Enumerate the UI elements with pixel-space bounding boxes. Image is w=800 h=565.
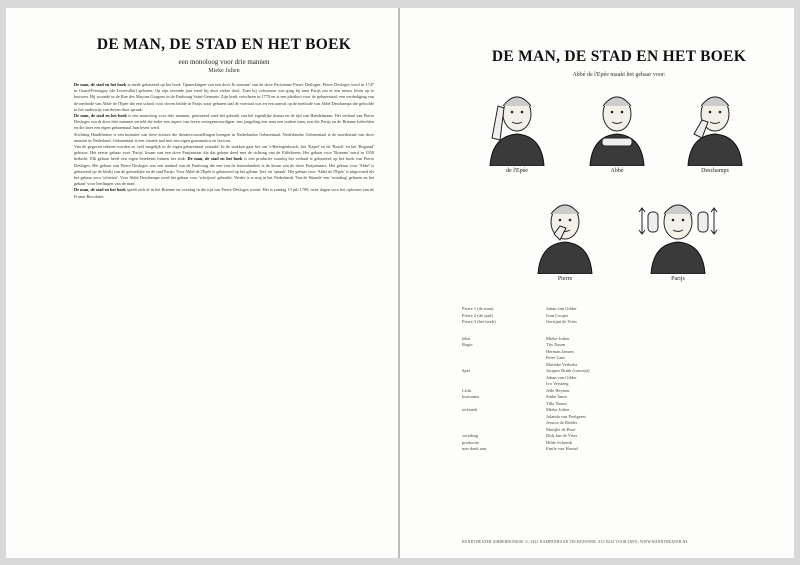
credit-row: [462, 394, 776, 407]
role: productie: [462, 439, 479, 445]
subtitle: een monoloog voor drie mannen: [178, 58, 270, 66]
label-pierre: Pierre: [557, 276, 573, 282]
name: Johan van Gilder: [546, 374, 577, 380]
role: Licht: [462, 387, 472, 393]
body-text: [74, 82, 374, 200]
role: met dank aan: [462, 446, 486, 451]
role: vertaling: [462, 433, 478, 438]
name: Peter Lans: [546, 355, 566, 360]
portrait-illustration: [530, 194, 600, 274]
role: Pierre 3 (het boek): [462, 319, 496, 324]
role: kostuums: [462, 394, 480, 399]
author: Mieke Julien: [208, 68, 240, 74]
name: Hilde Schrenk: [546, 439, 572, 445]
name: Sinke Janse: [546, 394, 568, 399]
title-inline: De man, de stad en het boek: [74, 82, 127, 87]
cast-row: [462, 319, 776, 326]
paragraph-5: [74, 187, 374, 199]
names: Johan van Gilder: [546, 306, 577, 311]
name: Jacques Brink (concept): [546, 368, 590, 373]
paragraph-1: [74, 82, 374, 113]
left-title: DE MAN, DE STAD EN HET BOEK: [96, 36, 352, 53]
footer-contact: HANDTHEATER ZIBBERDONKSE 11 3451 KAMPENHAAR TELEFOONNR: 033 8234 VOOR INFO: WWW.HANDTHEATER.NL: [462, 540, 689, 544]
names: [546, 394, 776, 407]
name: Mieke Julien: [546, 335, 570, 341]
name: Dirk Jan de Vries: [546, 433, 578, 438]
portrait-illustration: [638, 194, 718, 274]
role: Regie: [462, 342, 473, 347]
name: Tijs Nasen: [546, 342, 566, 347]
role: Pierre 1 (de man): [462, 306, 494, 311]
name: Jolanda van Poelgeest: [546, 413, 586, 419]
portrait-illustration: [680, 86, 750, 166]
right-title: DE MAN, DE STAD EN HET BOEK: [491, 48, 747, 65]
name: Jessica de Ridder: [546, 420, 578, 425]
name: Emile van Hoesel: [546, 446, 578, 451]
names: [546, 368, 776, 388]
names: [546, 407, 776, 433]
label-deschamps: Deschamps: [701, 168, 729, 174]
credit-row: [462, 446, 776, 453]
paragraph-2: [74, 113, 374, 132]
role: techniek: [462, 407, 478, 412]
portrait-illustration: [582, 86, 652, 166]
name: Herman Jansen: [546, 348, 574, 354]
names: Ivan Cooper: [546, 312, 569, 318]
paragraph-text: is mede gebaseerd op het boek 'Opmerkingen van een dove & stomme' van de dove Parisienne Pierre Desloges. Pierre Desloges werd in 1747 in Grand-Pressigny (de Loirevallei) geboren. Op zijn zevende jaar werd hij door ziekte doof. Toen hij volwassen was ging hij naar Parijs om er een nieuw leven op te bouwen. Hij woonde in de Rue des Maçons Gorgnes in de Faubourg Saint-Germain. Zijn boek verscheen in 1779 en is een pleidooi voor de gebarentaal, een verdediging van de methode van Abbé de l'Epée die een school voor doven leidde in Parijs waar gebaren taal de voertaal was en een aanval op de methode van Abbé Deschamps die geloofde in het onderwijs van doven door spraak.: [74, 82, 374, 112]
paragraph-text: Stichting Handtheater is een initiatief van dove acteurs die theatervoorstellingen brengen in Nederlandse Gebarentaal. Nederlandse Gebarentaal is de moedertaal van dove mensen in Nederland. Gebarentaal is een visuele taal met een eigen grammatica en lexicon.: [74, 131, 374, 143]
credit-row: [462, 407, 776, 433]
title-inline: De man, de stad en het boek: [187, 156, 243, 162]
label-de-lepee: de l'Epée: [506, 168, 528, 174]
illustration-caption: Abbé de l'Epée maakt het gebaar voor:: [572, 72, 666, 78]
paragraph-4: [74, 144, 374, 187]
name: Marieke Verhulst: [546, 361, 578, 367]
name: Tilla Nasen: [546, 400, 567, 406]
paragraph-3: [74, 132, 374, 144]
paragraph-text: is een productie waarbij het verhaal is gebaseerd op het boek van Pierre Desloges. Het gebaar van Pierre Desloges was een aanbod van de Faubourg die een van de buitenlanders is de leraar van de dove Parijzenaars. Het gebaar voor 'Abbé' is gebaseerd op de kledij van de geestelijke en de stad Parijs. Voor Abbé de l'Epée is gebaseerd op het gebaar 'leer' en 'spraak'. Het gebaar voor 'Abbé de l'Epée' is uitgevoerd als het gebaar voor 'schieten'. Voor Abbé Deschamps werd het gebaar voor 'schrijven' gebruikt. Verder is er nog in het Nederlands 'Van de Waarde' een 'vertaling' gebaren en het gebaar 'voor leerlingen van de man'.: [74, 156, 374, 187]
role: Pierre 2 (de stad): [462, 312, 493, 318]
role: Spel: [462, 368, 471, 373]
left-page: [6, 8, 398, 558]
sign-illustrations: [462, 86, 776, 296]
label-abbe: Abbé: [610, 168, 624, 174]
title-inline: De man, de stad en het boek: [74, 187, 126, 193]
credit-row: [462, 368, 776, 388]
name: Jelle Heynen: [546, 387, 570, 393]
name: Marijke de Boer: [546, 426, 576, 432]
role: tekst: [462, 335, 471, 341]
name: Ivo Versteeg: [546, 381, 569, 386]
paragraph-text: Van de gegeven teksten worden zo veel mogelijk in de eigen gebarentaal vertaald. In de stukken gaat het om 's-Hertogenbosch, het 'Kapel' en de 'Bosch' en het 'Bogaard' gebouw. Het eerste gebaar voor 'Parijs' kwam van een dove Parijzenaar die dat gebaar deed met de richting van de Eiffeltoren. Het gebaar voor 'Brienne' werd in 1950 bedacht. Elk gebaar heeft een eigen betekenis binnen het stuk.: [74, 144, 374, 162]
name: Mieke Julien: [546, 407, 570, 412]
names: Gerrijan de Vries: [546, 319, 577, 324]
paragraph-text: speelt zich af in het Brienne en overdag in die tijd van Pierre Desloges woont. Het is zondag 13 juli 1789, twee dagen voor het oplossen van de Franse Revolutie.: [74, 187, 374, 199]
cast-list: [462, 306, 776, 326]
portrait-illustration: [482, 86, 552, 166]
paragraph-text: is een monoloog voor drie mannen, gesitueerd rond het gebruik van het eigenlijke drama en de tijd van Handelmann. Het verhaal van Pierre Desloges wordt door drie mannen verteld die ieder een aspect van leven vertegenwoordigen: een jongeling een man een oudere man, een die Parijs en de Brienne beleefden en die later een eigen gebarentaal hun leven werd.: [74, 113, 375, 131]
names: [546, 342, 776, 368]
names: [546, 446, 776, 453]
credit-row: [462, 342, 776, 368]
label-parijs: Parijs: [671, 276, 685, 282]
credits-list: [462, 336, 776, 453]
title-inline: De man, de stad en het boek: [74, 113, 127, 119]
right-page: [400, 8, 794, 558]
